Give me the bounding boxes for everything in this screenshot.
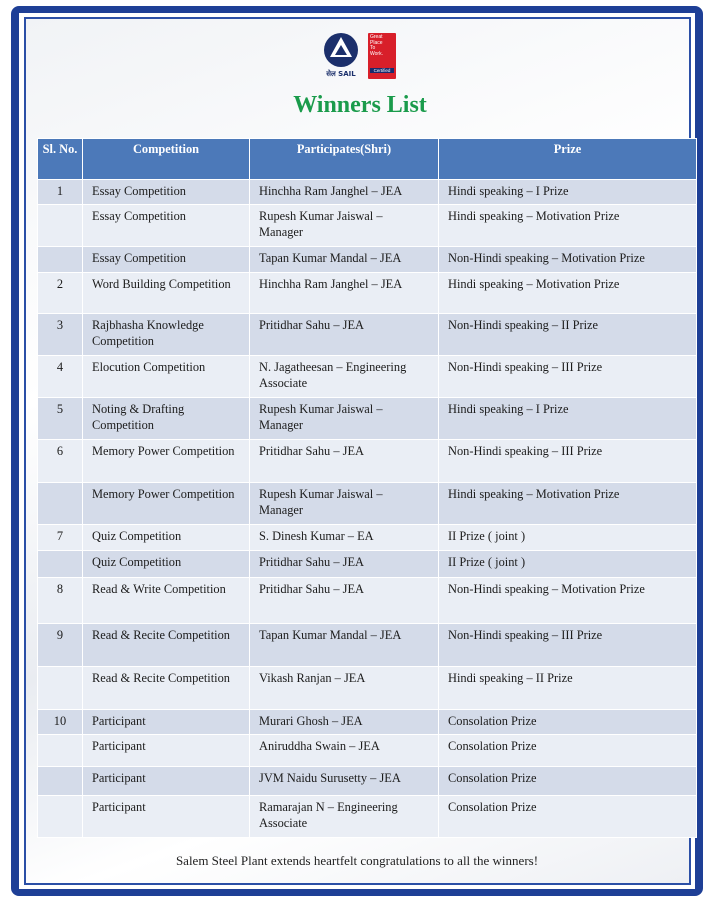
header-logos [318, 31, 398, 83]
cell-prize: Hindi speaking – Motivation Prize [439, 273, 697, 314]
table-row [38, 525, 697, 551]
page-title: Winners List [293, 92, 427, 118]
cell-prize: Hindi speaking – I Prize [439, 180, 697, 205]
cell-prize: II Prize ( joint ) [439, 525, 697, 551]
table-row [38, 483, 697, 525]
cell-competition: Essay Competition [83, 180, 250, 205]
cell-sl-no: 2 [38, 273, 83, 314]
header-participants: Participates(Shri) [250, 139, 439, 180]
table-row [38, 247, 697, 273]
table-row [38, 624, 697, 667]
cell-competition: Rajbhasha Knowledge Competition [83, 314, 250, 356]
table-row [38, 735, 697, 767]
cell-prize: Hindi speaking – Motivation Prize [439, 483, 697, 525]
cell-competition: Elocution Competition [83, 356, 250, 398]
cell-competition: Read & Recite Competition [83, 667, 250, 710]
cell-prize: Hindi speaking – I Prize [439, 398, 697, 440]
cell-participant: Murari Ghosh – JEA [250, 710, 439, 735]
cell-sl-no [38, 483, 83, 525]
table-row [38, 796, 697, 838]
cell-competition: Essay Competition [83, 247, 250, 273]
sail-brand-text: सेल SAIL [326, 70, 356, 78]
cell-prize: Non-Hindi speaking – Motivation Prize [439, 247, 697, 273]
cell-sl-no: 5 [38, 398, 83, 440]
cell-prize: Hindi speaking – II Prize [439, 667, 697, 710]
table-row [38, 578, 697, 624]
cell-prize: II Prize ( joint ) [439, 551, 697, 578]
cell-participant: Hinchha Ram Janghel – JEA [250, 180, 439, 205]
cell-participant: Pritidhar Sahu – JEA [250, 440, 439, 483]
cell-prize: Consolation Prize [439, 796, 697, 838]
cell-sl-no: 6 [38, 440, 83, 483]
cell-sl-no: 10 [38, 710, 83, 735]
cell-participant: Rupesh Kumar Jaiswal – Manager [250, 483, 439, 525]
cell-sl-no [38, 667, 83, 710]
cell-participant: Tapan Kumar Mandal – JEA [250, 624, 439, 667]
cell-prize: Non-Hindi speaking – II Prize [439, 314, 697, 356]
table-row [38, 440, 697, 483]
cell-sl-no: 7 [38, 525, 83, 551]
cell-competition: Participant [83, 710, 250, 735]
cell-sl-no [38, 796, 83, 838]
table-row [38, 667, 697, 710]
cell-competition: Participant [83, 735, 250, 767]
cell-participant: Vikash Ranjan – JEA [250, 667, 439, 710]
winners-table [37, 138, 697, 838]
footer-message: Salem Steel Plant extends heartfelt congratulations to all the winners! [175, 853, 539, 868]
cell-prize: Non-Hindi speaking – III Prize [439, 440, 697, 483]
cell-competition: Read & Recite Competition [83, 624, 250, 667]
badge-line: Place [370, 39, 383, 46]
cell-participant: Aniruddha Swain – JEA [250, 735, 439, 767]
cell-prize: Consolation Prize [439, 767, 697, 796]
header-sl-no: Sl. No. [38, 139, 83, 180]
cell-competition: Memory Power Competition [83, 483, 250, 525]
cell-prize: Hindi speaking – Motivation Prize [439, 205, 697, 247]
badge-line: Great [370, 34, 383, 40]
table-row [38, 205, 697, 247]
cell-prize: Non-Hindi speaking – III Prize [439, 356, 697, 398]
badge-certified: Certified [370, 68, 394, 74]
cell-participant: Rupesh Kumar Jaiswal – Manager [250, 398, 439, 440]
cell-participant: Pritidhar Sahu – JEA [250, 551, 439, 578]
table-row [38, 398, 697, 440]
cell-sl-no [38, 205, 83, 247]
table-row [38, 551, 697, 578]
cell-competition: Memory Power Competition [83, 440, 250, 483]
cell-sl-no: 4 [38, 356, 83, 398]
badge-line: To [370, 45, 376, 51]
header-prize: Prize [439, 139, 697, 180]
great-place-to-work-badge [368, 33, 396, 79]
cell-sl-no: 1 [38, 180, 83, 205]
table-row [38, 273, 697, 314]
table-row [38, 710, 697, 735]
table-row [38, 356, 697, 398]
table-row [38, 767, 697, 796]
table-row [38, 180, 697, 205]
cell-competition: Quiz Competition [83, 525, 250, 551]
header-competition: Competition [83, 139, 250, 180]
cell-sl-no [38, 551, 83, 578]
cell-competition: Quiz Competition [83, 551, 250, 578]
cell-sl-no: 9 [38, 624, 83, 667]
table-row [38, 314, 697, 356]
badge-line: Work. [370, 50, 383, 57]
table-header-row [38, 139, 697, 180]
cell-participant: Hinchha Ram Janghel – JEA [250, 273, 439, 314]
cell-prize: Consolation Prize [439, 710, 697, 735]
cell-sl-no [38, 767, 83, 796]
cell-participant: Ramarajan N – Engineering Associate [250, 796, 439, 838]
cell-participant: N. Jagatheesan – Engineering Associate [250, 356, 439, 398]
cell-participant: Pritidhar Sahu – JEA [250, 578, 439, 624]
cell-prize: Consolation Prize [439, 735, 697, 767]
cell-participant: Pritidhar Sahu – JEA [250, 314, 439, 356]
cell-competition: Essay Competition [83, 205, 250, 247]
cell-participant: Tapan Kumar Mandal – JEA [250, 247, 439, 273]
cell-competition: Read & Write Competition [83, 578, 250, 624]
cell-sl-no: 8 [38, 578, 83, 624]
cell-sl-no [38, 735, 83, 767]
cell-sl-no [38, 247, 83, 273]
cell-prize: Non-Hindi speaking – III Prize [439, 624, 697, 667]
cell-competition: Word Building Competition [83, 273, 250, 314]
cell-participant: S. Dinesh Kumar – EA [250, 525, 439, 551]
cell-competition: Noting & Drafting Competition [83, 398, 250, 440]
cell-competition: Participant [83, 796, 250, 838]
table-body [38, 180, 697, 838]
cell-prize: Non-Hindi speaking – Motivation Prize [439, 578, 697, 624]
cell-participant: JVM Naidu Surusetty – JEA [250, 767, 439, 796]
cell-sl-no: 3 [38, 314, 83, 356]
cell-participant: Rupesh Kumar Jaiswal – Manager [250, 205, 439, 247]
cell-competition: Participant [83, 767, 250, 796]
